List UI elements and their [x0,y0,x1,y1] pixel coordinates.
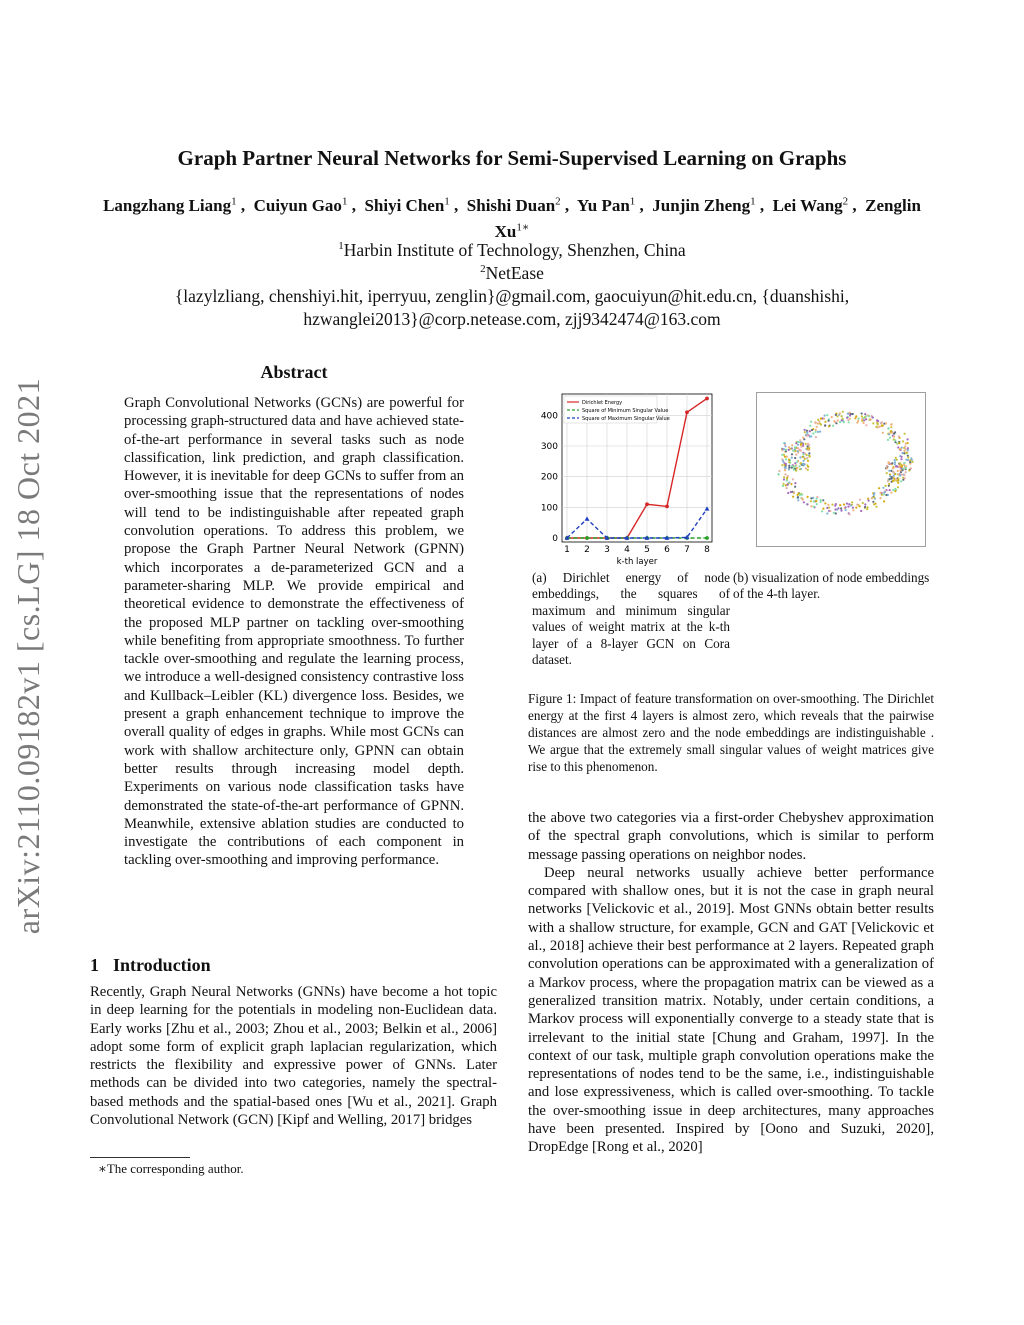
legend-label: Square of Maximum Singular Value [582,416,670,422]
author-list: Langzhang Liang$^1$ , Cuiyun Gao$^1$ , Shiyi Chen$^1$ , Shishi Duan$^2$ , Yu Pan$^1$ , Junjin Zheng$^1$ , Lei Wang$^2$ , Zenglin $Xu^{1∗}$ [103,195,921,242]
data-point [665,505,669,509]
paragraph: the above two categories via a first-order Chebyshev approximation of the spectral graph convolutions, which is similar to perform message passing operations on neighbor nodes. [528,810,934,863]
author: Yu Pan$^1$ [577,195,636,215]
y-tick-label: 300 [540,442,558,452]
author: Junjin Zheng$^1$ [652,195,756,215]
dirichlet-energy-chart [530,388,720,568]
paragraph: Deep neural networks usually achieve better performance compared with shallow ones, but it is not the case in graph neural networks [Velickovic et al., 2019]. Most GNNs obtain better results with a shallow structure, for example, GCN and GAT [Velickovic et al., 2018] achieve their best performance at 2 layers. Repeated graph convolution operations can be approximated with a generalization of a Markov process, where the propagation matrix can be viewed as a generalized transition matrix. Notably, under certain conditions, a Markov process will exponentially converge to a steady state that is irrelevant to the initial state [Chung and Graham, 1997]. In the context of our task, multiple graph convolution operations make the representations of nodes tend to be the same, i.e., indistinguishable and lose expressiveness, which is called over-smoothing. To tackle the over-smoothing issue in deep architectures, many approaches have been presented. Inspired by [Oono and Suzuki, 2020], DropEdge [Rong et al., 2020] [528,864,934,1156]
author: Shiyi Chen$^1$ [364,195,450,215]
affiliation-1: $^1$Harbin Institute of Technology, Shenzhen, China [338,240,686,260]
email-line-2: hzwanglei2013}@corp.netease.com, zjj9342474@163.com [303,309,721,329]
arxiv-stamp: arXiv:2110.09182v1 [cs.LG] 18 Oct 2021 [10,377,46,935]
author: Shishi Duan$^2$ [466,195,561,215]
figure-caption: Figure 1: Impact of feature transformation on over-smoothing. The Dirichlet energy at the first 4 layers is almost zero, which reveals that the pairwise distances are almost zero and the node embeddings are indistinguishable . We argue that the extremely small singular values of weight matrices give rise to this phenomenon. [528,691,934,774]
legend-label: Dirichlet Energy [582,400,623,406]
x-tick-label: 2 [584,545,590,555]
y-tick-label: 400 [540,411,558,422]
y-tick-label: 200 [540,472,558,483]
x-tick-label: 8 [704,545,710,555]
data-point [705,397,709,401]
x-tick-label: 4 [624,545,630,555]
abstract-text: Graph Convolutional Networks (GCNs) are powerful for processing graph-structured data and have achieved state-of-the-art performance in several tasks such as node classification, link prediction, and graph classification. However, it is inevitable for deep GCNs to suffer from an over-smoothing issue that the representations of nodes will tend to be indistinguishable after repeated graph convolution operations. To address this problem, we propose the Graph Partner Neural Network (GPNN) which incorporates a de-parameterized GCN and a parameter-sharing MLP. We provide empirical and theoretical evidence to demonstrate the effectiveness of the proposed MLP partner on tackling over-smoothing while benefiting from appropriate smoothness. To further tackle over-smoothing and regulate the learning process, we introduce a well-designed consistency contrastive loss and Kullback–Leibler (KL) divergence loss. Besides, we present a graph enhancement technique to improve the overall quality of edges in graphs. While most GCNs can work with shallow architecture only, GPNN can obtain better results through increasing model depth. Experiments on various node classification tasks have demonstrated the state-of-the-art performance of GPNN. Meanwhile, extensive ablation studies are conducted to investigate the contributions of each component in tackling over-smoothing and improving performance. [124,395,464,869]
x-tick-label: 1 [564,545,570,555]
affiliation-2: $^2$NetEase [480,263,544,283]
data-point [705,536,709,540]
subfigure-caption-b: (b) visualization of node embeddings of the 4-th layer. [733,570,930,602]
y-tick-label: 0 [552,534,558,544]
author: Lei Wang$^2$ [772,195,849,215]
abstract-heading: Abstract [260,362,328,382]
data-point [685,410,689,414]
email-line-1: {lazylzliang, chenshiyi.hit, iperryuu, zenglin}@gmail.com, gaocuiyun@hit.edu.cn, {duanshishi, [174,286,850,306]
legend-label: Square of Minimum Singular Value [582,408,669,414]
footnote-rule [90,1157,190,1158]
author: Langzhang Liang$^1$ [103,195,237,215]
x-tick-label: 5 [644,545,650,555]
footnote: ∗The corresponding author. [98,1161,244,1176]
introduction-text: Recently, Graph Neural Networks (GNNs) have become a hot topic in deep learning for the potentials in modeling non-Euclidean data. Early works [Zhu et al., 2003; Zhou et al., 2003; Belkin et al., 2006] adopt some form of explicit graph laplacian regularization, which restricts the flexibility and expressive power of GNNs. Later methods can be divided into two categories, namely the spectral-based methods and the spatial-based ones [Wu et al., 2021]. Graph Convolutional Network (GCN) [Kipf and Welling, 2017] bridges [90,984,497,1129]
x-tick-label: 7 [684,545,690,555]
x-tick-label: 3 [604,545,610,555]
author: Zenglin $Xu^{1∗}$ [494,195,921,242]
right-column-text [528,809,934,1157]
x-axis-label: k-th layer [616,557,658,567]
subfigure-caption-a: (a) Dirichlet energy of node embeddings, the squares of maximum and minimum singular values of weight matrix at the k-th layer of a 8-layer GCN on Cora dataset. [532,570,730,668]
data-point [645,502,649,506]
section-heading-introduction: 1 Introduction [90,955,211,975]
paper-title: Graph Partner Neural Networks for Semi-Supervised Learning on Graphs [177,146,847,170]
node-embedding-visualization [756,392,926,547]
author: Cuiyun Gao$^1$ [253,195,348,215]
y-tick-label: 100 [540,503,558,514]
x-tick-label: 6 [664,545,670,555]
data-point [585,536,589,540]
